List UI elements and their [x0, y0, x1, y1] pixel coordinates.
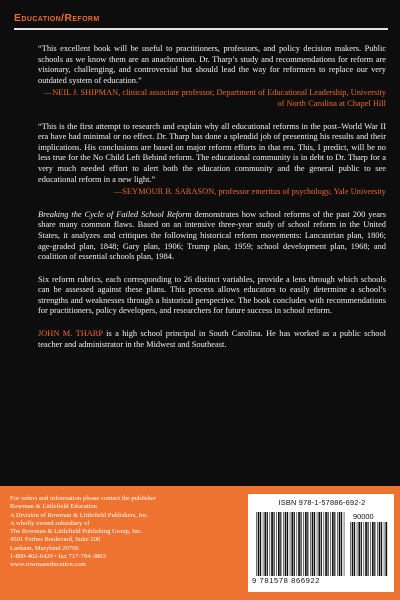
price-code: 90000 [353, 512, 374, 521]
publisher-line: For orders and information please contact the publisher [10, 495, 156, 502]
blurb-attribution-2: —SEYMOUR B. SARASON, professor emeritus of psychology, Yale University [113, 187, 386, 197]
publisher-website: www.rowmaneducation.com [10, 561, 86, 569]
publisher-line: A wholly owned subsidiary of [10, 519, 90, 527]
author-bio [38, 329, 386, 350]
rubric-paragraph: Six reform rubrics, each corresponding to 26 distinct variables, provide a lens through which schools can be assessed against these plans. This process allows educators to easily determine a school’s strengths and weaknesses through a historical perspective. The book concludes with recommendations for practitioners, policy developers, and researchers for future success in school reform. [38, 274, 386, 316]
blurb-attribution-1: —NEIL J. SHIPMAN, clinical associate professor, Department of Educational Leadership, University of North Carolina at Chapel Hill [43, 88, 386, 108]
back-cover-text [38, 44, 386, 362]
publisher-line: A Division of Rowman & Littlefield Publishers, Inc. [10, 511, 149, 519]
isbn-text: ISBN 978-1-57886-692-2 [278, 498, 366, 507]
book-description [38, 210, 386, 263]
publisher-info [10, 495, 156, 570]
blurb-quote-1: “This excellent book will be useful to practitioners, professors, and policy decision makers. Public schools as we know them are an anachronism. Dr. Tharp’s study and recommendations for reform are visionary, challenging, and controversial but should lead the way for reformers to replace our very outdated system of education.” [38, 44, 386, 85]
ean-digits: 9 781578 866922 [252, 576, 321, 585]
publisher-line: 4501 Forbes Boulevard, Suite 200 [10, 536, 101, 544]
header-rule [14, 28, 388, 30]
publisher-line: Rowman & Littlefield Education [10, 503, 97, 511]
publisher-line: The Rowman & Littlefield Publishing Group, Inc. [10, 528, 143, 536]
publisher-line: Lanham, Maryland 20706 [10, 544, 79, 552]
author-bio-text: is a high school principal in South Carolina. He has worked as a public school teacher and administrator in the Midwest and Southeast. [38, 329, 387, 349]
category-label: Education/Reform [14, 12, 100, 24]
description-text: demonstrates how school reforms of the past 200 years share many common flaws. Based on an intensive three-year study of school reform in the United States, it analyzes and critiques the following historical reform movements: Lancastrian plan, 1806; age-graded plan, 1848; Gary plan, 1906; Trump plan, 1959; school development plan, 1968; and coalition of essential schools plan, 1984. [38, 209, 386, 262]
author-name: JOHN M. THARP [38, 329, 103, 339]
price-barcode [350, 522, 388, 576]
book-title: Breaking the Cycle of Failed School Reform [38, 209, 192, 219]
blurb-quote-2: “This is the first attempt to research and explain why all educational reforms in the post–World War II era have had minimal or no effect. Dr. Tharp has done a splendid job of presenting his results and their implications. His conclusions are based on major reform efforts in that era. This, I predict, will be no less true for the No Child Left Behind reform. The educational community is in debt to Dr. Tharp for a very much needed effort to alert both the education community and the general public to see educational reform in a new light.” [38, 121, 386, 184]
publisher-line: 1-800-462-6420 • fax 717-794-3803 [10, 553, 106, 561]
ean-barcode [256, 512, 346, 576]
